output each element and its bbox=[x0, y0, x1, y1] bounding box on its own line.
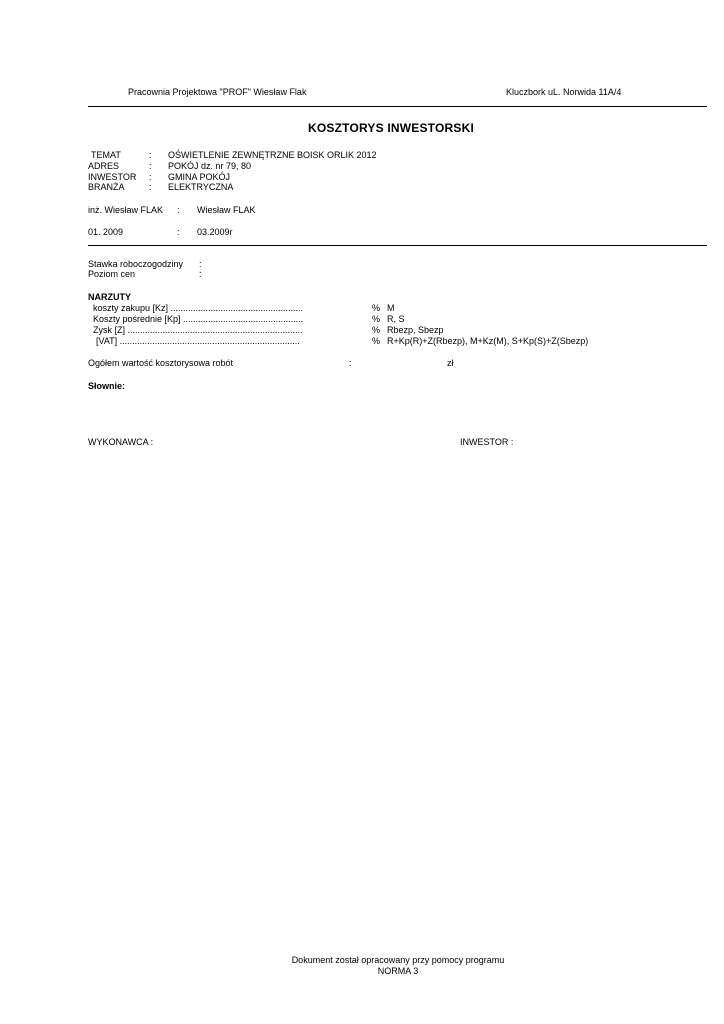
info-sep: : bbox=[149, 161, 152, 171]
info-label-inwestor: INWESTOR bbox=[88, 172, 137, 182]
header-address: Kluczbork uL. Norwida 11A/4 bbox=[506, 87, 622, 97]
header-divider bbox=[88, 106, 707, 107]
markup-basis-z: Rbezp, Sbezp bbox=[387, 325, 444, 335]
date-end: 03.2009r bbox=[197, 227, 233, 237]
markup-unit: % bbox=[372, 336, 381, 346]
markup-label-vat: [VAT] ........................................................................ bbox=[96, 336, 300, 346]
info-value-adres: POKÓJ dz. nr 79, 80 bbox=[168, 161, 252, 171]
footer-line-2: NORMA 3 bbox=[377, 966, 419, 976]
contractor-signature-label: WYKONAWCA : bbox=[88, 437, 154, 447]
rate-sep: : bbox=[199, 269, 202, 279]
info-label-branza: BRANŻA bbox=[88, 182, 125, 192]
markup-label-kz: koszty zakupu [Kz] ..................................................... bbox=[93, 303, 304, 313]
total-label: Ogółem wartość kosztorysowa robót bbox=[88, 358, 234, 368]
date-start: 01. 2009 bbox=[88, 227, 124, 237]
markup-unit: % bbox=[372, 325, 381, 335]
document-title: KOSZTORYS INWESTORSKI bbox=[308, 121, 474, 135]
in-words-label: Słownie: bbox=[88, 381, 126, 391]
info-value-branza: ELEKTRYCZNA bbox=[168, 182, 234, 192]
footer-line-1: Dokument został opracowany przy pomocy programu bbox=[291, 955, 505, 965]
header-company: Pracownia Projektowa "PROF" Wiesław Flak bbox=[128, 87, 307, 97]
markups-heading: NARZUTY bbox=[88, 292, 131, 302]
total-sep: : bbox=[349, 358, 352, 368]
info-value-inwestor: GMINA POKÓJ bbox=[168, 172, 231, 182]
info-value-temat: OŚWIETLENIE ZEWNĘTRZNE BOISK ORLIK 2012 bbox=[168, 150, 377, 160]
markup-basis-vat: R+Kp(R)+Z(Rbezp), M+Kz(M), S+Kp(S)+Z(Sbezp) bbox=[387, 336, 589, 346]
rate-label-hourly: Stawka roboczogodziny bbox=[88, 259, 184, 269]
markup-unit: % bbox=[372, 303, 381, 313]
markup-label-z: Zysk [Z] ...................................................................... bbox=[93, 325, 303, 335]
total-currency: zł bbox=[447, 358, 454, 368]
author-label: inż. Wiesław FLAK bbox=[88, 205, 164, 215]
author-sep: : bbox=[177, 205, 180, 215]
markup-unit: % bbox=[372, 314, 381, 324]
markup-basis-kp: R, S bbox=[387, 314, 405, 324]
markup-label-kp: Koszty pośrednie [Kp] ................................................ bbox=[93, 314, 304, 324]
info-sep: : bbox=[149, 150, 152, 160]
rate-sep: : bbox=[199, 259, 202, 269]
author-value: Wiesław FLAK bbox=[197, 205, 256, 215]
section-divider bbox=[88, 245, 707, 246]
investor-signature-label: INWESTOR : bbox=[460, 437, 514, 447]
info-sep: : bbox=[149, 182, 152, 192]
rate-label-price-level: Poziom cen bbox=[88, 269, 136, 279]
markup-basis-kz: M bbox=[387, 303, 395, 313]
info-label-adres: ADRES bbox=[88, 161, 120, 171]
date-sep: : bbox=[177, 227, 180, 237]
info-sep: : bbox=[149, 172, 152, 182]
info-label-temat: TEMAT bbox=[91, 150, 121, 160]
